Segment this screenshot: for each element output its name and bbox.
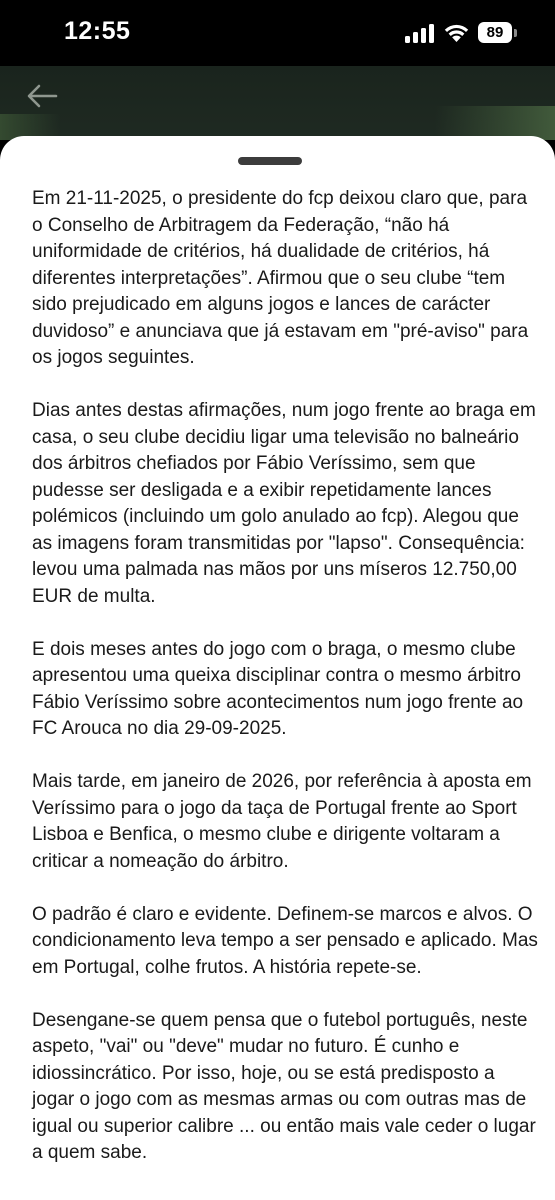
post-text-sheet[interactable] (0, 136, 555, 1200)
post-paragraph: Dias antes destas afirmações, num jogo frente ao braga em casa, o seu clube decidiu ligar uma televisão no balneário dos árbitros chefiados por Fábio Veríssimo, sem que pudesse ser desligada e a exibir repetidamente lances polémicos (incluindo um golo anulado ao fcp). Alegou que as imagens foram transmitidas por "lapso". Consequência: levou uma palmada nas mãos por uns míseros 12.750,00 EUR de multa. (32, 400, 536, 607)
post-paragraph: Mais tarde, em janeiro de 2026, por referência à aposta em Veríssimo para o jogo da taça de Portugal frente ao Sport Lisboa e Benfica, o mesmo clube e dirigente voltaram a criticar a nomeação do árbitro. (32, 771, 532, 872)
post-paragraph: O padrão é claro e evidente. Definem-se marcos e alvos. O condicionamento leva tempo a ser pensado e aplicado. Mas em Portugal, colhe frutos. A história repete-se. (32, 903, 538, 978)
background-image-edge (435, 106, 555, 140)
wifi-icon (443, 23, 470, 43)
battery-icon (478, 22, 517, 43)
battery-cap (514, 29, 517, 37)
status-bar (0, 0, 555, 66)
nav-bar (0, 66, 555, 140)
status-icons (405, 22, 517, 43)
back-button[interactable] (22, 76, 62, 116)
post-paragraph: E dois meses antes do jogo com o braga, o mesmo clube apresentou uma queixa disciplinar contra o mesmo árbitro Fábio Veríssimo sobre acontecimentos num jogo frente ao FC Arouca no dia 29-09-2025. (32, 638, 524, 739)
post-paragraph: Em 21-11-2025, o presidente do fcp deixou claro que, para o Conselho de Arbitragem da Federação, “não há uniformidade de critérios, há dualidade de critérios, há diferentes interpretações”. Afirmou que o seu clube “tem sido prejudicado em alguns jogos e lances de carácter duvidoso” e anunciava que já estavam em "pré-aviso" para os jogos seguintes. (32, 188, 529, 368)
cellular-signal-icon (405, 23, 435, 43)
post-paragraph: Desengane-se quem pensa que o futebol português, neste aspeto, "vai" ou "deve" mudar no futuro. É cunho e idiossincrático. Por isso, hoje, ou se está predisposto a jogar o jogo com as mesmas armas ou com outras mas de igual ou superior calibre ... ou então mais vale ceder o lugar a quem sabe. (32, 1009, 536, 1163)
status-time: 12:55 (64, 17, 131, 45)
arrow-left-icon (22, 76, 62, 116)
sheet-grabber-handle[interactable] (238, 157, 302, 165)
battery-level: 89 (478, 22, 512, 43)
post-body (32, 186, 542, 1193)
